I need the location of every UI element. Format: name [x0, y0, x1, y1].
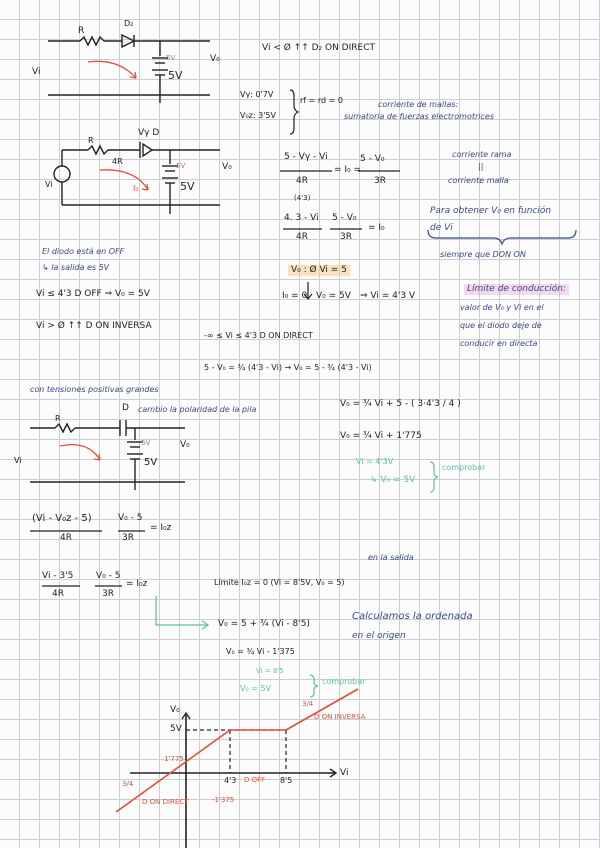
positive-note: con tensiones positivas grandes — [30, 385, 159, 394]
cond-implies: ⇒ Vi = 4'3 V — [360, 291, 416, 301]
brace-1 — [290, 90, 298, 134]
side-note-c: corriente malla — [448, 176, 509, 185]
c2-d-label: Vγ D — [138, 128, 160, 138]
cond-io: I₀ = 0 — [282, 291, 308, 301]
graph-x-tick1: 4'3 — [224, 776, 237, 785]
param-rf: rf = rd = 0 — [300, 96, 343, 105]
eq4-l1: V₀ = ¾ Vi + 5 - ( 3·4'3 / 4 ) — [340, 399, 461, 409]
c3-vo-label: V₀ — [180, 440, 190, 450]
circuit-1 — [48, 35, 210, 103]
side-note-a: corriente rama — [452, 150, 512, 159]
limit-l2: que el diodo deje de — [460, 321, 542, 330]
c3-vs-label: 5V — [141, 439, 151, 447]
off-note-line1: El diodo está en OFF — [42, 247, 125, 256]
param-vzo: V₀z: 3'5V — [240, 111, 276, 120]
graph-dir-label: D ON DIRECT — [142, 798, 189, 806]
eq2-num-right: 5 - V₀ — [332, 213, 357, 223]
eq5-result: = I₀z — [150, 523, 172, 533]
vi-inv: Vi > Ø ↑↑ D ON INVERSA — [36, 321, 152, 331]
ordenada-l2: en el origen — [352, 631, 406, 641]
c3-d-label: D — [122, 403, 129, 413]
c2-vs-label: 5V — [176, 162, 186, 170]
eq5-num-left: (Vi - V₀z - 5) — [32, 513, 92, 524]
c2-source-label: 5V — [180, 180, 195, 193]
graph-y-tick: 5V — [170, 724, 182, 734]
c2-current-arrow — [100, 170, 148, 190]
eq3: 5 - V₀ = ¾ (4'3 - Vi) → V₀ = 5 - ¾ (4'3 - Vi) — [204, 363, 372, 372]
eq6-num-left: Vi - 3'5 — [42, 571, 74, 581]
limit-l3: conducir en directa — [460, 339, 538, 348]
c2-r2-label: 4R — [112, 157, 123, 166]
off-note-line2: ↳ la salida es 5V — [42, 263, 110, 272]
graph-left-intercept: 1'775 — [164, 755, 184, 763]
c3-source-label: 5V — [144, 457, 158, 468]
c1-vi-label: Vi — [32, 67, 41, 77]
eq6-den-right: 3R — [102, 589, 114, 599]
eq5-num-right: V₀ - 5 — [118, 513, 143, 523]
ordenada-l1: Calculamos la ordenada — [352, 611, 473, 622]
check1-vi: Vi = 4'3V — [356, 457, 394, 466]
eq6-result: = I₀z — [126, 579, 148, 589]
graph-x-label: Vi — [340, 768, 349, 778]
eq4-l2: V₀ = ¾ Vi + 1'775 — [340, 431, 422, 441]
c1-d-label: D₂ — [124, 19, 134, 28]
graph-right-intercept: -1'375 — [212, 796, 235, 804]
graph-right-slope: 3/4 — [302, 700, 314, 708]
eq1-num-right: 5 - V₀ — [360, 154, 385, 164]
graph-y-label: V₀ — [170, 705, 180, 715]
range: -∞ ≤ Vi ≤ 4'3 D ON DIRECT — [204, 331, 313, 340]
limit-l1: valor de V₀ y Vi en el — [460, 303, 544, 312]
c2-vi-label: Vi — [45, 180, 53, 189]
eq7-l1: V₀ = 5 + ¾ (Vi - 8'5) — [218, 619, 310, 629]
check1-label: comprobar — [442, 463, 486, 472]
c1-vs-label: 5V — [166, 54, 176, 62]
c1-source-label: 5V — [168, 69, 183, 82]
cond-vo5: V₀ = 5V — [316, 291, 351, 301]
check2-label: comprobar — [322, 677, 366, 686]
objective-line2: de Vi — [430, 223, 453, 233]
c2-current-label: I₀ — [133, 184, 139, 193]
eq1-mid: = I₀ = — [334, 165, 362, 175]
graph-off-label: D OFF — [244, 776, 266, 784]
eq7-l2: V₀ = ¾ Vi - 1'375 — [226, 647, 295, 656]
check1-vo: ↳ V₀ = 5V — [370, 475, 416, 485]
c1-note: Vi < Ø ↑↑ D₂ ON DIRECT — [262, 43, 375, 53]
eq2-den-right: 3R — [340, 232, 352, 242]
c2-vo-label: V₀ — [222, 162, 232, 172]
check2-vi: Vi = 8'5 — [256, 667, 284, 675]
eq2-num-left: 4. 3 - Vi — [284, 213, 319, 223]
eq1-den-right: 3R — [374, 176, 386, 186]
graph-x-tick2: 8'5 — [280, 776, 293, 785]
param-vy: Vγ: 0'7V — [240, 90, 274, 99]
c1-current-arrow — [88, 61, 136, 78]
eq6-num-right: V₀ - 5 — [96, 571, 121, 581]
vi-off: Vi ≤ 4'3 D OFF ⇒ V₀ = 5V — [36, 289, 150, 299]
eq2-result: = I₀ — [368, 223, 385, 233]
eq2-den-left: 4R — [296, 232, 308, 242]
limit-title: Límite de conducción: — [464, 284, 569, 295]
graph-inv-label: D ON INVERSA — [314, 713, 366, 721]
mallas-line2: sumatoria de fuerzas electromotrices — [344, 112, 494, 121]
objective-line3: siempre que DON ON — [440, 250, 526, 259]
objective-line1: Para obtener V₀ en función — [430, 206, 552, 216]
c2-r-label: R — [88, 136, 94, 145]
eq5-den-right: 3R — [122, 533, 134, 543]
check2-vo: V₀ = 5V — [240, 684, 272, 693]
eq5-den-left: 4R — [60, 533, 72, 543]
c3-vi-label: Vi — [14, 456, 22, 465]
eq1-num-left: 5 - Vγ - Vi — [284, 152, 328, 162]
eq1-den-left: 4R — [296, 176, 308, 186]
vo-eq: V₀ : Ø Vi = 5 — [288, 265, 350, 276]
eq1-note: (4'3) — [294, 194, 311, 202]
eq6-den-left: 4R — [52, 589, 64, 599]
c1-vo-label: V₀ — [210, 54, 220, 64]
mallas-line1: corriente de mallas: — [378, 100, 459, 109]
graph-left-slope: 3/4 — [122, 780, 134, 788]
c3-r-label: R — [55, 414, 61, 423]
limite2: Límite I₀z = 0 (Vi = 8'5V, V₀ = 5) — [214, 578, 345, 587]
c3-note: cambio la polaridad de la pila — [138, 405, 257, 414]
c1-r-label: R — [78, 26, 85, 36]
c3-current-arrow — [60, 445, 100, 460]
eq6-tag: en la salida — [368, 553, 414, 562]
side-note-b: || — [478, 162, 484, 171]
circuit-3 — [30, 420, 185, 490]
